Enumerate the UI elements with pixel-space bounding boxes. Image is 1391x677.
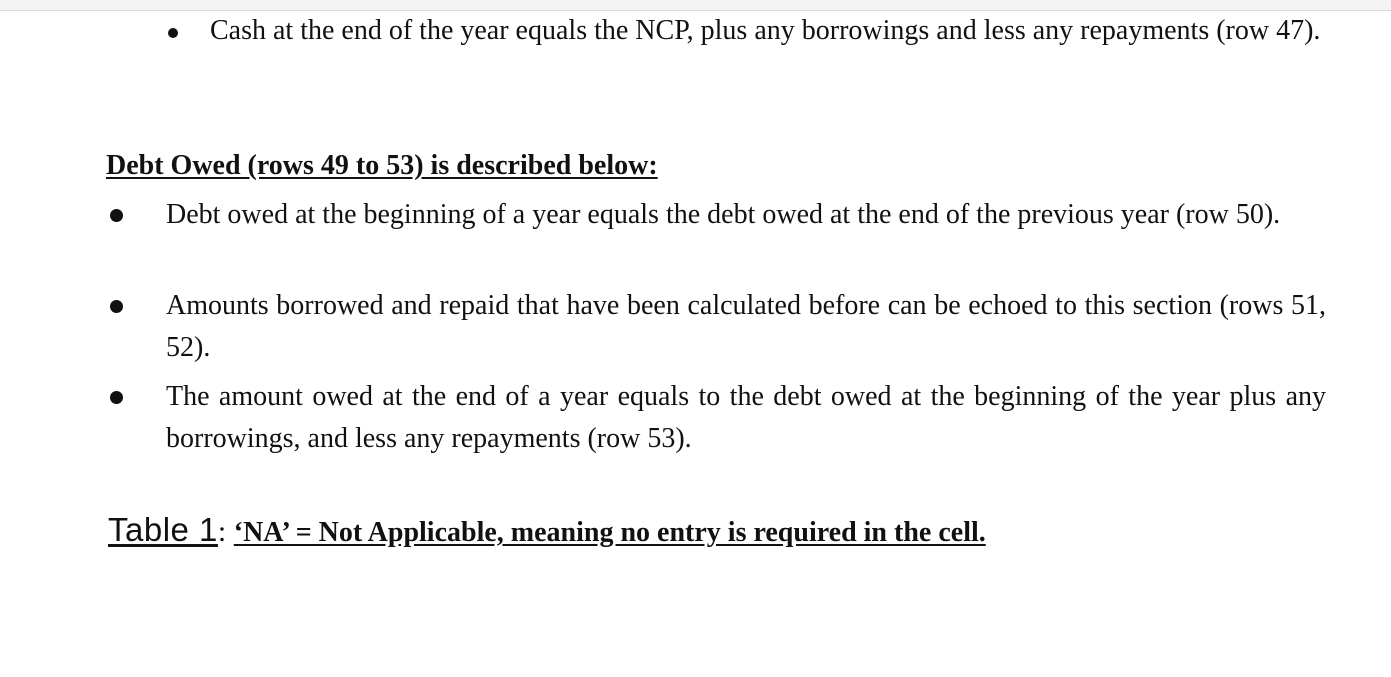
list-item-text: Debt owed at the beginning of a year equals the debt owed at the end of the previous year (row 50).	[166, 199, 1281, 230]
list-item-text: Cash at the end of the year equals the NCP, plus any borrowings and less any repayments (row 47).	[210, 15, 1321, 46]
section-heading: Debt Owed (rows 49 to 53) is described below:	[106, 150, 658, 181]
table-caption	[108, 508, 986, 555]
table-caption-label: Table 1	[108, 511, 218, 548]
list-item-text: The amount owed at the end of a year equals to the debt owed at the beginning of the year plus any borrowings, and less any repayments (row 53).	[166, 381, 1326, 454]
bullet-icon	[110, 209, 123, 222]
bullet-icon	[168, 28, 178, 38]
bullet-icon	[110, 300, 123, 313]
table-caption-note: ‘NA’ = Not Applicable, meaning no entry is required in the cell.	[233, 517, 986, 548]
list-item-text: Amounts borrowed and repaid that have been calculated before can be echoed to this section (rows 51, 52).	[166, 290, 1326, 363]
bullet-icon	[110, 391, 123, 404]
caption-separator: :	[217, 515, 234, 548]
